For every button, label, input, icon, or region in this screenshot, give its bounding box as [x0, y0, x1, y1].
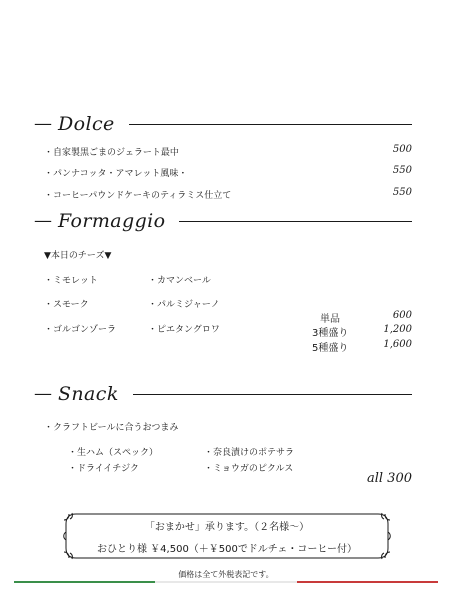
tax-note: 価格は全て外税表記です。 — [178, 570, 274, 579]
cheese-item: ・ゴルゴンゾーラ — [44, 325, 117, 335]
cheese-item: ・パルミジャーノ — [148, 300, 220, 310]
cheese-item: ・カマンベール — [148, 276, 211, 286]
heading-dash: — — [34, 210, 52, 231]
cheese-price-label: 5種盛り — [312, 343, 349, 354]
cheese-price-value: 1,200 — [383, 324, 412, 335]
omakase-box — [62, 510, 392, 562]
flag-stripe-green — [14, 581, 155, 583]
cheese-subhead: ▼本日のチーズ▼ — [44, 251, 112, 261]
snack-item: ・生ハム（スペック） — [68, 448, 159, 458]
cheese-price-label: 3種盛り — [312, 328, 349, 339]
cheese-item: ・ピエタングロワ — [148, 325, 220, 335]
cheese-price-value: 600 — [392, 310, 412, 321]
omakase-line-2: おひとり様 ￥4,500（＋￥500でドルチェ・コーヒー付） — [97, 544, 357, 555]
cheese-price-label: 単品 — [320, 314, 340, 325]
snack-title: Snack — [58, 383, 119, 405]
dolce-price-3: 550 — [392, 187, 412, 198]
heading-dash: — — [34, 383, 52, 404]
omakase-line-1: 「おまかせ」承ります。（２名様〜） — [144, 522, 310, 533]
snack-item: ・奈良漬けのポテサラ — [204, 448, 295, 458]
formaggio-heading — [34, 210, 412, 232]
heading-rule — [129, 124, 412, 125]
dolce-heading — [34, 113, 412, 135]
heading-rule — [133, 394, 412, 395]
dolce-item-2: ・パンナコッタ・アマレット風味・ — [44, 169, 188, 179]
dolce-item-1: ・自家製黒ごまのジェラート最中 — [44, 148, 179, 158]
heading-dash: — — [34, 113, 52, 134]
snack-price: all 300 — [366, 471, 412, 486]
dolce-price-2: 550 — [392, 165, 412, 176]
cheese-item: ・スモーク — [44, 300, 89, 310]
flag-stripe-white — [155, 581, 296, 583]
dolce-price-1: 500 — [392, 144, 412, 155]
dolce-title: Dolce — [58, 113, 115, 135]
heading-rule — [179, 221, 412, 222]
snack-item: ・ドライイチジク — [68, 464, 139, 474]
dolce-item-3: ・コーヒーパウンドケーキのティラミス仕立て — [44, 191, 232, 201]
formaggio-title: Formaggio — [58, 210, 166, 232]
snack-item: ・ミョウガのピクルス — [204, 464, 294, 474]
cheese-item: ・ミモレット — [44, 276, 98, 286]
cheese-price-value: 1,600 — [383, 339, 412, 350]
flag-stripe-red — [297, 581, 438, 583]
italian-flag-stripe — [14, 581, 438, 583]
snack-subheading: ・クラフトビールに合うおつまみ — [44, 423, 179, 433]
snack-heading — [34, 383, 412, 405]
